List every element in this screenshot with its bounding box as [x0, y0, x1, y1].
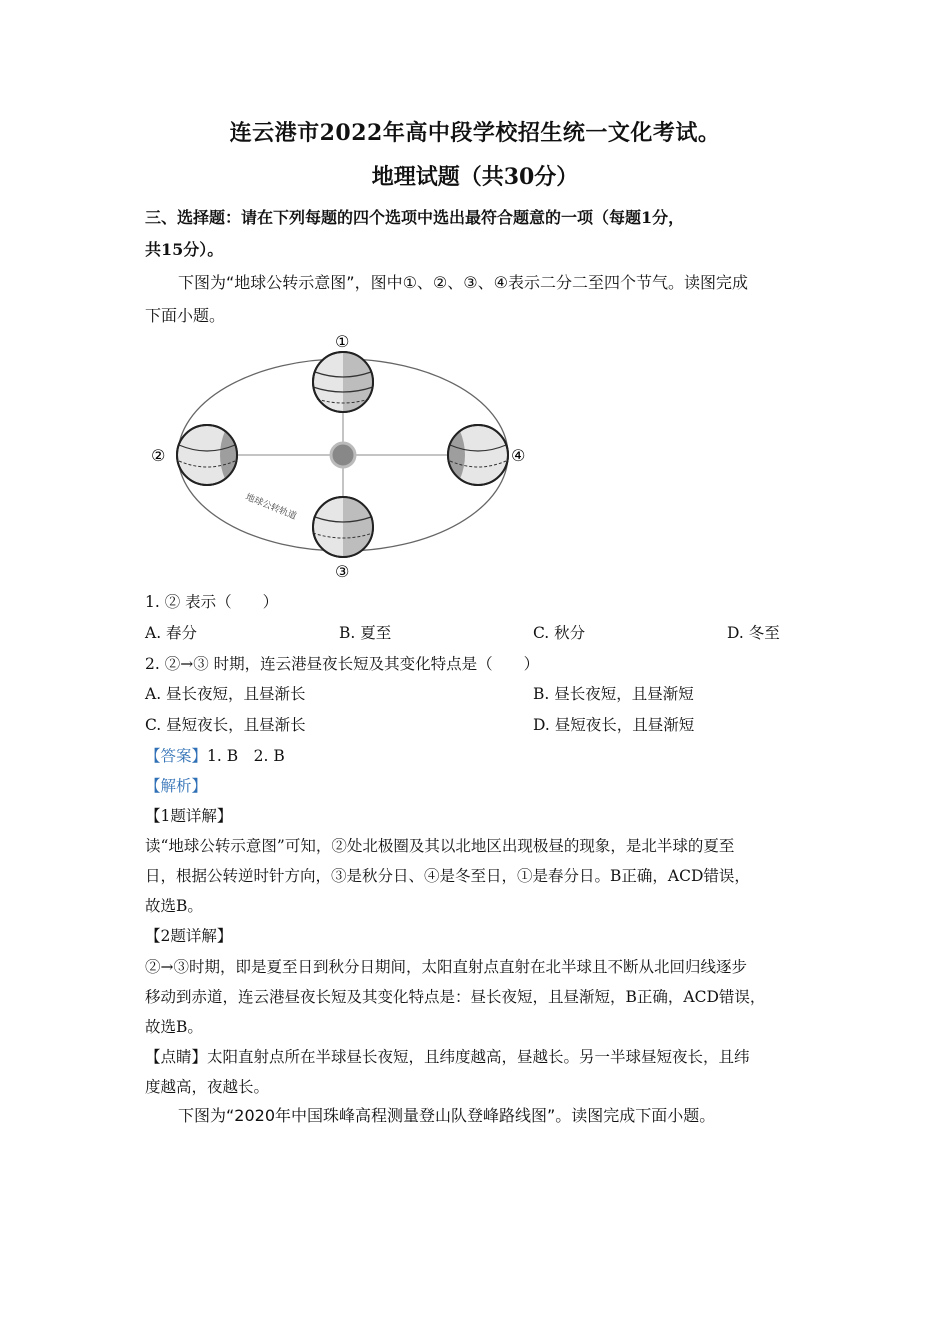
detail2-line1: ②→③时期，即是夏至日到秋分日期间，太阳直射点直射在北半球且不断从北回归线逐步: [145, 958, 747, 976]
earth-revolution-figure: [145, 327, 535, 582]
detail1-line2: 日，根据公转逆时针方向，③是秋分日、④是冬至日，①是春分日。B正确，ACD错误，: [145, 867, 750, 885]
earth-position-1-icon: [313, 352, 373, 412]
q2-stem: 2. ②→③ 时期，连云港昼夜长短及其变化特点是（ ）: [145, 655, 540, 673]
intro-line2: 下面小题。: [145, 306, 226, 325]
label-position-3: ③: [335, 562, 350, 581]
detail1-tag: 【1题详解】: [145, 807, 233, 825]
exam-title: 连云港市2022年高中段学校招生统一文化考试。: [229, 120, 721, 146]
q2-option-b: B. 昼长夜短，且昼渐短: [533, 685, 694, 703]
label-position-4: ④: [511, 446, 526, 465]
exam-subtitle: 地理试题（共30分）: [371, 164, 579, 190]
earth-position-4-icon: [448, 425, 508, 485]
earth-position-3-icon: [313, 497, 373, 557]
q1-option-d: D. 冬至: [727, 624, 780, 642]
tip-tag: 【点睛】: [145, 1048, 208, 1066]
detail1-line1: 读“地球公转示意图”可知，②处北极圈及其以北地区出现极昼的现象，是北半球的夏至: [145, 837, 735, 855]
earth-position-2-icon: [177, 425, 237, 485]
next-figure-intro: 下图为“2020年中国珠峰高程测量登山队登峰路线图”。读图完成下面小题。: [178, 1106, 716, 1125]
section-heading-line1: 三、选择题：请在下列每题的四个选项中选出最符合题意的一项（每题1分，: [145, 208, 685, 227]
q1-option-c: C. 秋分: [533, 624, 586, 642]
q2-option-a: A. 昼长夜短，且昼渐长: [145, 685, 306, 703]
tip-line1: [145, 1045, 750, 1067]
tip-text-1: 太阳直射点所在半球昼长夜短，且纬度越高，昼越长。另一半球昼短夜长，且纬: [207, 1048, 750, 1066]
detail2-line3: 故选B。: [145, 1018, 203, 1036]
q1-option-b: B. 夏至: [339, 624, 392, 642]
answer-text: 1. B 2. B: [207, 747, 285, 765]
q1-stem: 1. ② 表示（ ）: [145, 593, 279, 611]
tip-line2: 度越高，夜越长。: [145, 1078, 270, 1096]
q2-option-d: D. 昼短夜长，且昼渐短: [533, 716, 695, 734]
answer-tag: 【答案】: [145, 747, 208, 765]
section-heading-line2: 共15分）。: [145, 240, 224, 259]
sun-icon: [331, 443, 355, 467]
intro-line1: 下图为“地球公转示意图”，图中①、②、③、④表示二分二至四个节气。读图完成: [178, 273, 748, 292]
detail2-tag: 【2题详解】: [145, 927, 233, 945]
answer-line: [145, 744, 285, 766]
detail1-line3: 故选B。: [145, 897, 203, 915]
analysis-tag: 【解析】: [145, 777, 208, 795]
q2-option-c: C. 昼短夜长，且昼渐长: [145, 716, 306, 734]
label-position-2: ②: [151, 446, 166, 465]
orbit-label: 地球公转轨道: [243, 492, 298, 523]
label-position-1: ①: [335, 332, 350, 351]
detail2-line2: 移动到赤道，连云港昼夜长短及其变化特点是：昼长夜短，且昼渐短，B正确，ACD错误，: [145, 988, 766, 1006]
q1-option-a: A. 春分: [145, 624, 198, 642]
